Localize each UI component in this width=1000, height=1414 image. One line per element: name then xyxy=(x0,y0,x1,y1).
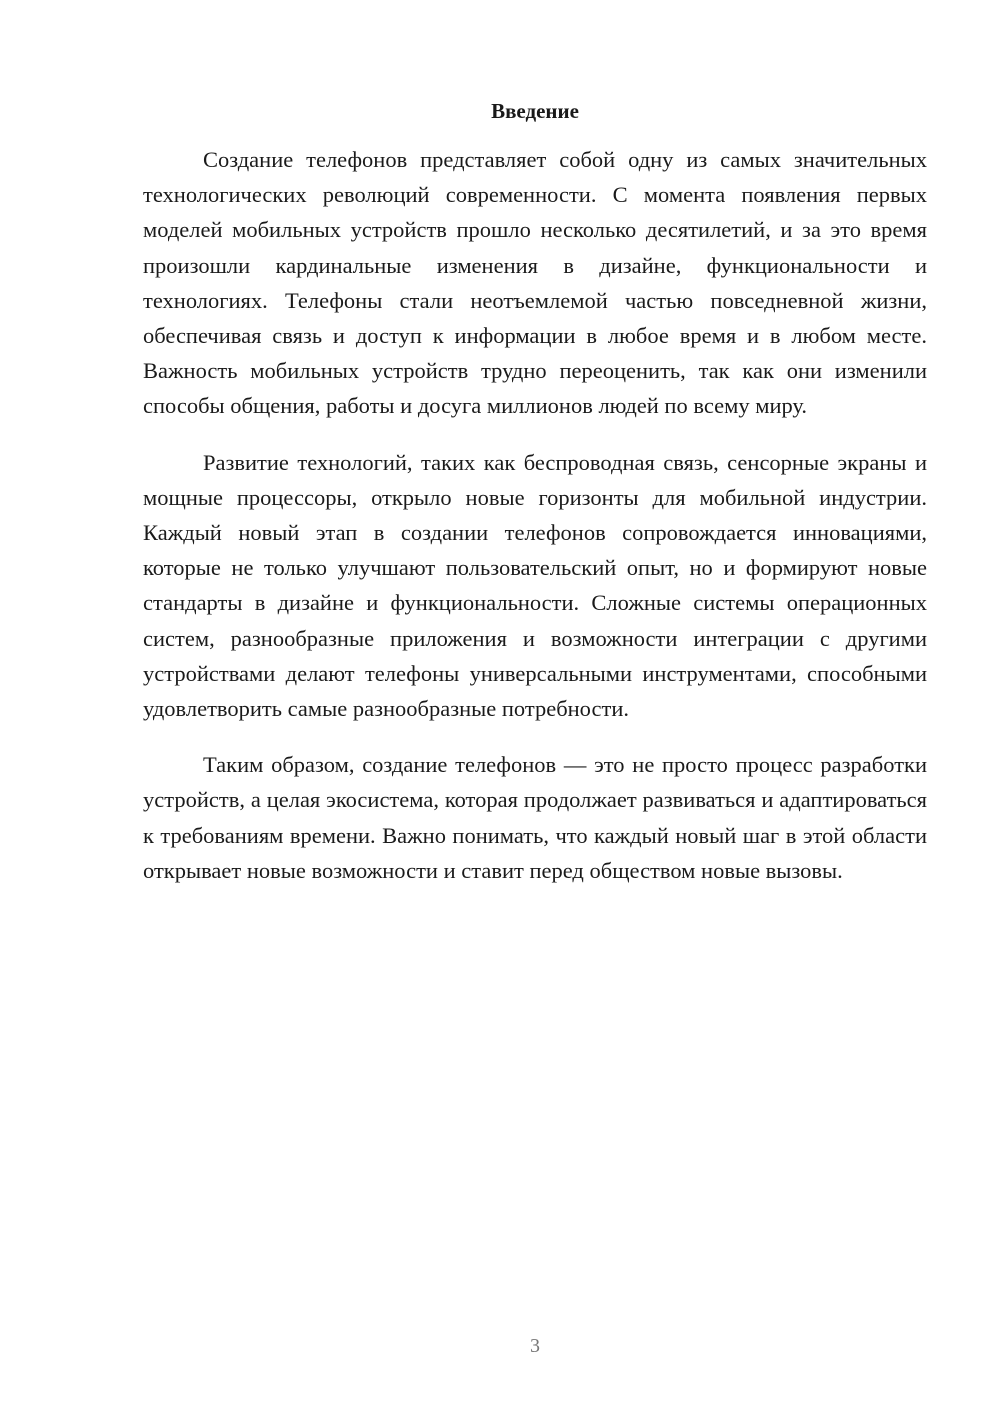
paragraph-3: Таким образом, создание телефонов — это не просто процесс разработки устройств, а целая экосистема, которая продолжает развиваться и адаптироваться к требованиям времени. Важно понимать, что каждый новый шаг в этой области открывает новые возможности и ставит перед обществом новые вызовы. xyxy=(143,752,927,883)
paragraph-2: Развитие технологий, таких как беспроводная связь, сенсорные экраны и мощные процессоры, открыло новые горизонты для мобильной индустрии. Каждый новый этап в создании телефонов сопровождается инновациями, которые не только улучшают пользовательский опыт, но и формируют новые стандарты в дизайне и функциональности. Сложные системы операционных систем, разнообразные приложения и возможности интеграции с другими устройствами делают телефоны универсальными инструментами, способными удовлетворить самые разнообразные потребности. xyxy=(143,449,927,722)
page-number: 3 xyxy=(530,1335,540,1357)
page-title: Введение xyxy=(491,99,579,123)
paragraph-1: Создание телефонов представляет собой одну из самых значительных технологических революций современности. С момента появления первых моделей мобильных устройств прошло несколько десятилетий, и за это время произошли кардинальные изменения в дизайне, функциональности и технологиях. Телефоны стали неотъемлемой частью повседневной жизни, обеспечивая связь и доступ к информации в любое время и в любом месте. Важность мобильных устройств трудно переоценить, так как они изменили способы общения, работы и досуга миллионов людей по всему миру. xyxy=(143,147,927,419)
body-text xyxy=(143,142,927,909)
